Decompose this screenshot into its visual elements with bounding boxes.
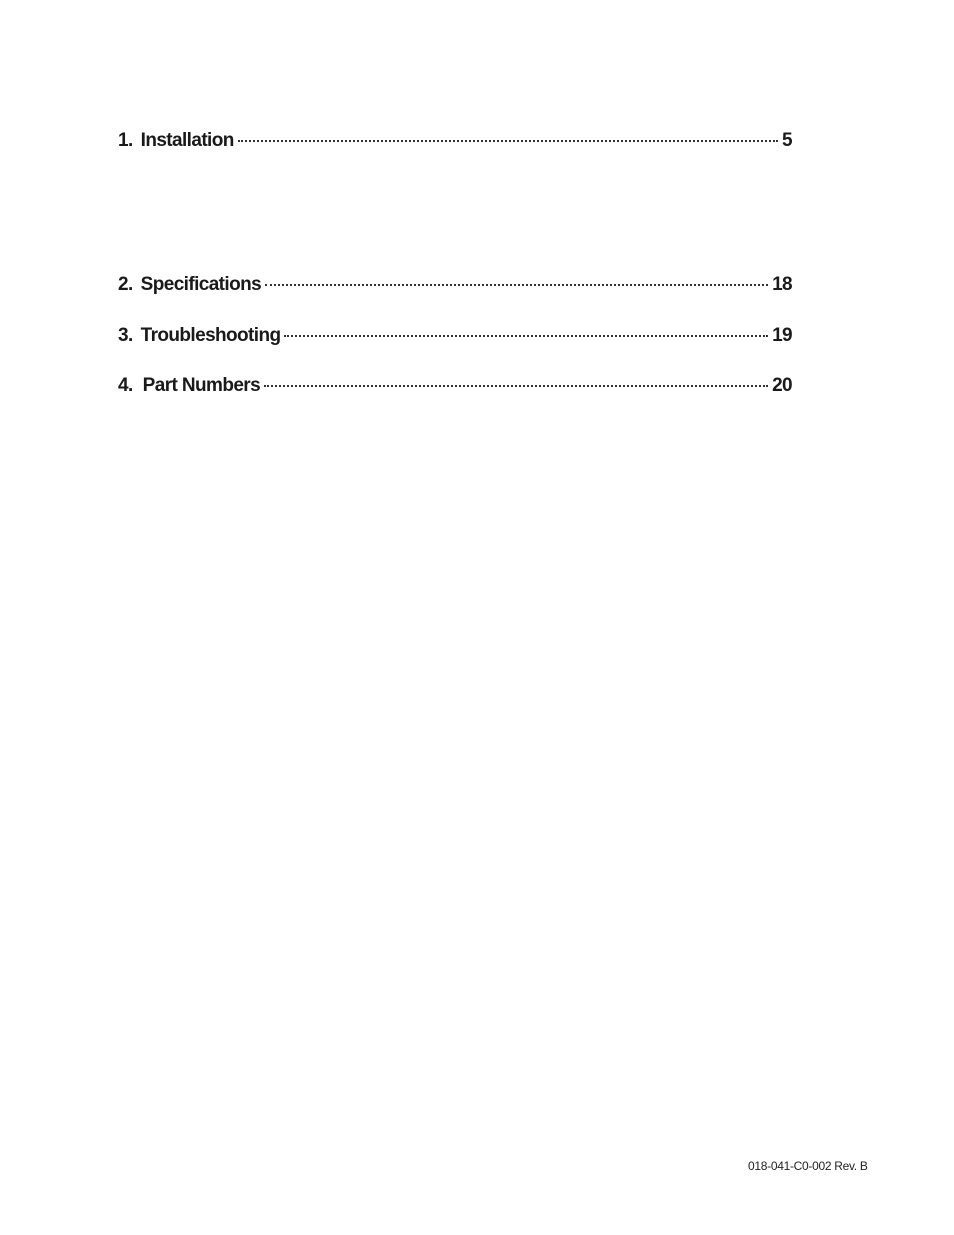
- toc-entry-page: 20: [772, 375, 792, 396]
- dot-leader: [264, 366, 768, 387]
- dot-leader: [284, 316, 768, 337]
- toc-entry-page: 5: [782, 130, 792, 151]
- toc-entry-number: 4.: [118, 375, 133, 396]
- toc-entry-title: Part Numbers: [142, 375, 261, 396]
- toc-entry-troubleshooting[interactable]: [118, 320, 792, 346]
- toc-entry-installation[interactable]: [118, 125, 792, 151]
- toc-entry-specifications[interactable]: [118, 269, 792, 295]
- dot-leader: [265, 265, 768, 286]
- toc-entry-page: 18: [772, 274, 792, 295]
- document-number: 018-041-C0-002 Rev. B: [748, 1159, 868, 1173]
- toc-entry-title: Specifications: [140, 274, 262, 295]
- toc-entry-title: Troubleshooting: [140, 325, 281, 346]
- toc-entry-number: 2.: [118, 274, 133, 295]
- toc-entry-number: 3.: [118, 325, 133, 346]
- toc-entry-number: 1.: [118, 130, 133, 151]
- toc-entry-page: 19: [772, 325, 792, 346]
- dot-leader: [238, 121, 778, 142]
- toc-entry-title: Installation: [140, 130, 234, 151]
- toc-entry-part-numbers[interactable]: [118, 370, 792, 396]
